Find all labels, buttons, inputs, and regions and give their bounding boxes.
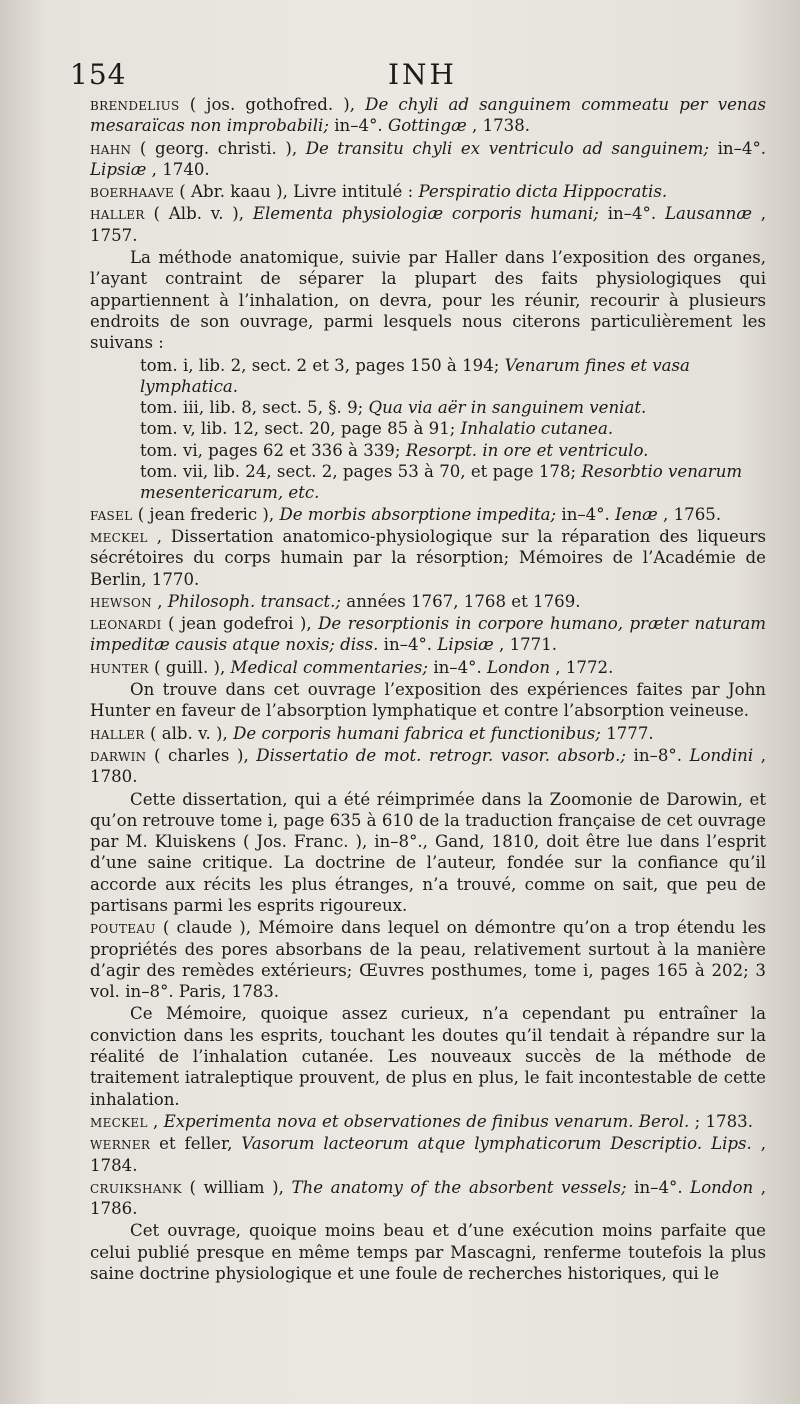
bibliography-entry (90, 94, 766, 137)
entry-group-4 (90, 1111, 766, 1219)
entry-names: ( georg. christi. ), (139, 138, 298, 158)
entry-place: Lausannæ (664, 204, 752, 224)
entry-pouteau (90, 917, 766, 1002)
bibliography-entry (90, 591, 766, 612)
paragraph-pouteau: Ce Mémoire, quoique assez curieux, n’a cependant pu entraîner la conviction dans les esprits, touchant les doutes qu’il tendait à répandre sur la réalité de l’inhalation cutanée. Les nouveaux succès de la méthode de traitement iatraleptique prouvent, de plus en plus, le fait incontestable de cette inhalation. (90, 1004, 766, 1109)
entry-title: Dissertatio de mot. retrogr. vasor. absorb.; (256, 745, 626, 765)
bibliography-entry (90, 526, 766, 590)
entry-names: ( jean frederic ), (137, 504, 275, 524)
entry-author: hunter (90, 657, 149, 677)
entry-author: brendelius (90, 95, 180, 114)
bibliography-entry (90, 1133, 766, 1176)
entry-names: , (156, 526, 162, 546)
entry-author: hewson (90, 591, 152, 611)
entry-format: in–8°. (633, 745, 682, 765)
reference-title: Resorbtio venarum mesentericarum, etc. (140, 462, 743, 503)
entry-names: ( jean godefroi ), (168, 614, 312, 634)
entry-title: Elementa physiologiæ corporis humani; (252, 204, 599, 224)
entry-title: De resorptionis in corpore humano, præter naturam impeditæ causis atque noxis; diss. (90, 614, 766, 655)
entry-year: , 1740. (151, 159, 210, 179)
entry-names: et feller, (159, 1134, 233, 1154)
entry-author: meckel (90, 1111, 148, 1131)
entry-author: werner (90, 1134, 151, 1154)
entry-year: , 1738. (472, 116, 531, 136)
bibliography-entry (90, 745, 766, 788)
entry-year: , 1784. (90, 1134, 767, 1175)
entry-place: Lips. (711, 1134, 752, 1154)
entry-names: ( claude ), (162, 918, 252, 938)
entry-title: Experimenta nova et observationes de finibus venarum. (163, 1111, 634, 1131)
reference-title: Venarum fines et vasa lymphatica. (140, 355, 690, 396)
bibliography-entry (90, 657, 766, 678)
entry-place: Perspiratio dicta Hippocratis. (418, 182, 668, 202)
entry-title: Vasorum lacteorum atque lymphaticorum Descriptio. (241, 1134, 703, 1154)
bibliography-entry (90, 613, 766, 656)
entry-title: Medical commentaries; (230, 657, 429, 677)
entry-title: The anatomy of the absorbent vessels; (291, 1177, 627, 1197)
entry-format: in–4°. (383, 635, 433, 655)
entry-group-3 (90, 723, 766, 788)
reference-location: tom. iii, lib. 8, sect. 5, §. 9; (140, 398, 364, 418)
entry-place: London (487, 657, 551, 677)
entry-author: haller (90, 204, 145, 224)
entry-format: Dissertation anatomico-physiologique sur la réparation des liqueurs sécrétoires du corps humain par la résorption; Mémoires de l’Académie de Berlin, 1770. (90, 526, 767, 589)
entry-author: meckel (90, 526, 148, 546)
entry-place: Lipsiæ (90, 159, 147, 179)
entry-names: ( jos. gothofred. ), (189, 95, 355, 114)
entry-year: , 1772. (555, 657, 614, 677)
entry-names: , (157, 591, 163, 611)
page-number: 154 (70, 58, 127, 91)
entry-text: Mémoire dans lequel on démontre qu’on a trop étendu les propriétés des pores absorbans de la peau, relativement surtout à la manière d’agir des remèdes extérieurs; Œuvres posthumes, tome i, pages 165 à 202; 3 vol. in–8°. Paris, 1783. (90, 918, 766, 1002)
entry-format: années 1767, 1768 et 1769. (346, 591, 581, 611)
entry-title: Philosoph. transact.; (167, 591, 342, 611)
haller-reference (90, 461, 766, 504)
entry-names: ( alb. v. ), (149, 723, 228, 743)
entry-year: , 1780. (90, 745, 766, 787)
reference-location: tom. i, lib. 2, sect. 2 et 3, pages 150 à 194; (140, 355, 500, 375)
bibliography-entry (90, 203, 766, 246)
entry-names: ( Abr. kaau ), (179, 182, 288, 202)
haller-reference (90, 418, 766, 439)
running-head: INH (388, 58, 457, 91)
bibliography-entry (90, 181, 766, 202)
entry-author: boerhaave (90, 182, 174, 202)
paragraph-darwin: Cette dissertation, qui a été réimprimée dans la Zoomonie de Darowin, et qu’on retrouve tome i, page 635 à 610 de la traduction française de cet ouvrage par M. Kluiskens ( Jos. Franc. ), in–8°., Gand, 1810, doit être lue dans l’esprit d’une saine critique. La doctrine de l’auteur, fondée sur la confiance qu’il accorde aux récits les plus étranges, n’a trouvé, comme on sait, que peu de partisans parmi les esprits rigoureux. (90, 789, 766, 915)
reference-title: Qua via aër in sanguinem veniat. (368, 398, 647, 418)
entry-year: , 1757. (90, 204, 767, 245)
reference-title: Inhalatio cutanea. (460, 419, 614, 439)
entry-names: ( Alb. v. ), (153, 204, 245, 224)
entry-title: De morbis absorptione impedita; (279, 504, 557, 524)
entry-place: Berol. (638, 1111, 690, 1131)
entry-author: hahn (90, 138, 132, 158)
haller-reference (90, 397, 766, 418)
entry-group-2 (90, 504, 766, 678)
entry-title: De corporis humani fabrica et functionibus; (233, 723, 601, 743)
paragraph-hunter: On trouve dans cet ouvrage l’exposition des expériences faites par John Hunter en faveur de l’absorption lymphatique et contre l’absorption veineuse. (90, 680, 766, 721)
entry-place: Ienæ (615, 504, 658, 524)
entry-names: , (153, 1111, 159, 1131)
paragraph-cruikshank: Cet ouvrage, quoique moins beau et d’une exécution moins parfaite que celui publié presque en même temps par Mascagni, renferme toutefois la plus saine doctrine physiologique et une foule de recherches historiques, qui le (90, 1221, 766, 1284)
entry-format: in–4°. (607, 204, 657, 224)
bibliography-entry (90, 1111, 766, 1132)
entry-names: ( guill. ), (153, 657, 226, 677)
entry-author: leonardi (90, 614, 162, 634)
entry-names: ( charles ), (153, 745, 249, 765)
entry-author: cruikshank (90, 1177, 182, 1197)
entry-format: in–4°. (433, 657, 482, 677)
entry-place: Londini (689, 745, 754, 765)
entry-author: haller (90, 723, 145, 743)
page-header (70, 58, 766, 94)
entry-format: in–4°. (634, 1177, 683, 1197)
entry-place: Gottingæ (387, 116, 467, 136)
entry-title: De transitu chyli ex ventriculo ad sanguinem; (305, 138, 709, 158)
reference-location: tom. vi, pages 62 et 336 à 339; (140, 440, 401, 460)
paragraph-haller: La méthode anatomique, suivie par Haller dans l’exposition des organes, l’ayant contraint de séparer la plupart des faits physiologiques qui appartiennent à l’inhalation, on devra, pour les réunir, recourir à plusieurs endroits de son ouvrage, parmi lesquels nous citerons particulièrement les suivans : (90, 248, 766, 353)
entry-year: , 1786. (90, 1177, 767, 1219)
entry-title: De chyli ad sanguinem commeatu per venas mesaraïcas non improbabili; (90, 95, 766, 136)
bibliography-entry (90, 1177, 766, 1220)
entry-author: pouteau (90, 918, 156, 938)
haller-reference (90, 440, 766, 461)
entry-format: 1777. (606, 723, 654, 743)
entry-place: London (690, 1177, 754, 1197)
bibliography-entry (90, 504, 766, 525)
entry-format: in–4°. (334, 116, 383, 136)
bibliography-text (90, 94, 766, 1284)
entry-names: ( william ), (189, 1177, 284, 1197)
entry-author: fasel (90, 504, 133, 524)
entry-group-1 (90, 94, 766, 246)
haller-reference-list (90, 355, 766, 504)
entry-year: , 1771. (499, 635, 558, 655)
entry-format: Livre intitulé : (293, 182, 414, 202)
entry-format: in–4°. (717, 138, 767, 158)
entry-author: darwin (90, 745, 147, 765)
entry-year: , 1765. (663, 504, 722, 524)
entry-place: Lipsiæ (437, 635, 494, 655)
bibliography-entry (90, 138, 766, 181)
reference-title: Resorpt. in ore et ventriculo. (405, 440, 649, 460)
reference-location: tom. v, lib. 12, sect. 20, page 85 à 91; (140, 419, 456, 439)
haller-reference (90, 355, 766, 398)
reference-location: tom. vii, lib. 24, sect. 2, pages 53 à 70, et page 178; (140, 462, 577, 482)
entry-format: in–4°. (561, 504, 610, 524)
bibliography-entry (90, 723, 766, 744)
entry-year: ; 1783. (694, 1111, 753, 1131)
